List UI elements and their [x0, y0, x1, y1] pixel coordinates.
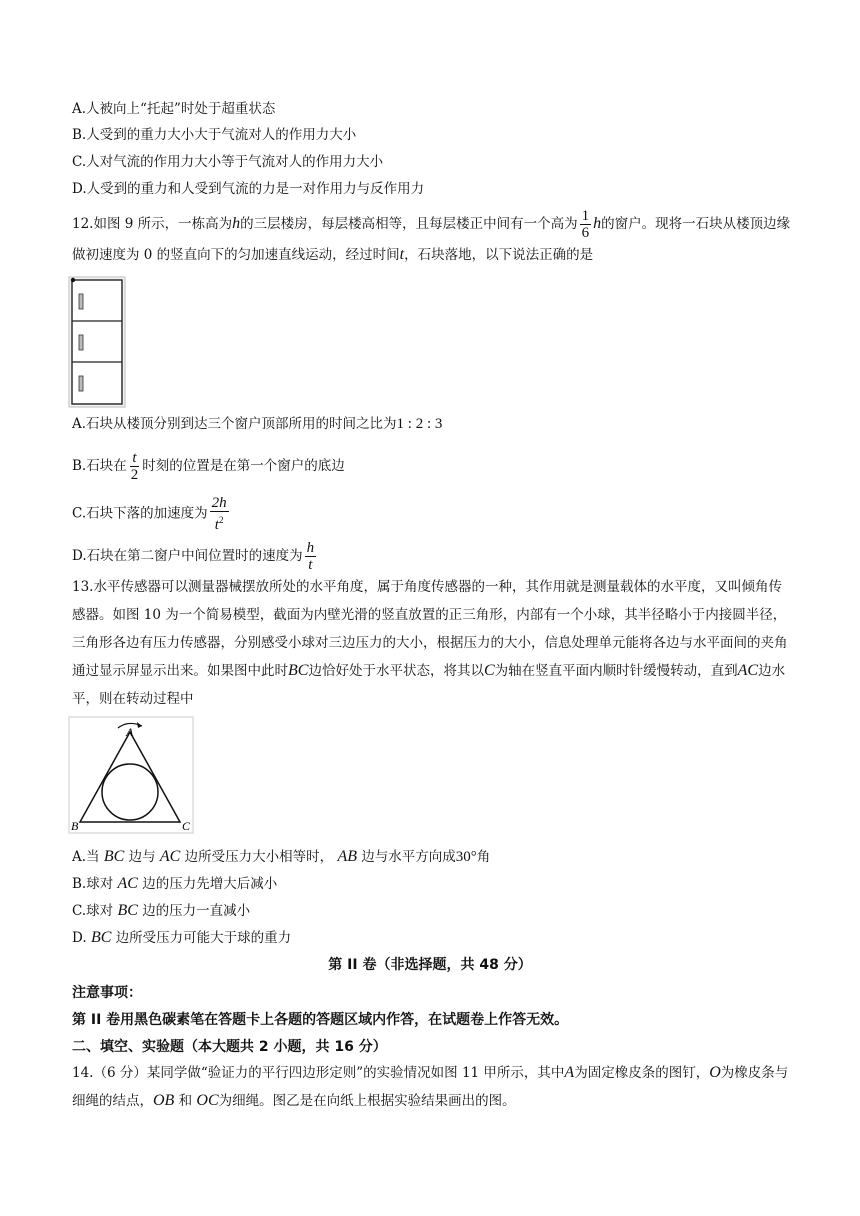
notice-text: 第 II 卷用黑色碳素笔在答题卡上各题的答题区域内作答，在试题卷上作答无效。 [72, 1012, 569, 1028]
svg-text:A: A [126, 725, 134, 739]
q13-option-c: C.球对 BC 边的压力一直减小 [72, 902, 251, 919]
triangle-sensor-figure [68, 716, 194, 834]
part-title: 二、填空、实验题（本大题共 2 小题，共 16 分） [72, 1039, 387, 1055]
q13-option-d: D. BC 边所受压力可能大于球的重力 [72, 929, 292, 946]
q11-option-c: C.人对气流的作用力大小等于气流对人的作用力大小 [72, 154, 384, 170]
stone-dot [71, 278, 75, 282]
q13-stem: 13.水平传感器可以测量器械摆放所处的水平角度，属于角度传感器的一种，其作用就是测量载体的水平度，又叫倾角传感器。如图 10 为一个简易模型，截面为内壁光滑的竖直放置的正三角形，内部有一个小球，其半径略小于内接圆半径，三角形各边有压力传感器，分别感受小球对三边压力的大小，根据压力的大小，信息处理单元能将各边与水平面间的夹角通过显示屏显示出来。如果图中此时BC边恰好处于水平状态，将其以C为轴在竖直平面内顺时针缓慢转动，直到AC边水平，则在转动过程中 [72, 579, 788, 707]
q11-option-b: B.人受到的重力大小大于气流对人的作用力大小 [72, 127, 357, 143]
section-title: 第 II 卷（非选择题，共 48 分） [328, 957, 532, 973]
q11-option-a: A.人被向上“托起”时处于超重状态 [72, 101, 276, 117]
q11-option-d: D.人受到的重力和人受到气流的力是一对作用力与反作用力 [72, 181, 425, 197]
q12-option-a: A.石块从楼顶分别到达三个窗户顶部所用的时间之比为1 : 2 : 3 [72, 416, 443, 432]
svg-text:C: C [182, 819, 191, 833]
building-figure [68, 276, 126, 408]
fraction-one-sixth: $\frac{1}{6}$ [581, 208, 590, 241]
q12-stem: 12.如图 9 所示，一栋高为h的三层楼房，每层楼高相等，且每层楼正中间有一个高为 $\frac{1}{6}$ h的窗户。现将一石块从楼顶边缘做初速度为 0 的竖直向下的匀加速直线运动，经过时间t，石块落地，以下说法正确的是 [72, 208, 791, 263]
q14-stem: 14.（6 分）某同学做“验证力的平行四边形定则”的实验情况如图 11 甲所示，其中A为固定橡皮条的图钉，O为橡皮条与细绳的结点，OB 和 OC为细绳。图乙是在向纸上根据实验结果画出的图。 [72, 1064, 789, 1109]
svg-text:B: B [71, 819, 79, 833]
q12-option-d: D.石块在第二窗户中间位置时的速度为 $\frac{h}{t}$ [72, 540, 315, 573]
q12-option-b: B.石块在 $\frac{t}{2}$ 时刻的位置是在第一个窗户的底边 [72, 450, 345, 483]
q13-option-a: A.当 BC 边与 AC 边所受压力大小相等时， AB 边与水平方向成30°角 [72, 848, 491, 865]
notice-heading: 注意事项： [72, 985, 142, 1001]
q12-option-c: C.石块下落的加速度为 $\frac{2h}{t^2}$ [72, 495, 227, 533]
q13-option-b: B.球对 AC 边的压力先增大后减小 [72, 875, 278, 892]
